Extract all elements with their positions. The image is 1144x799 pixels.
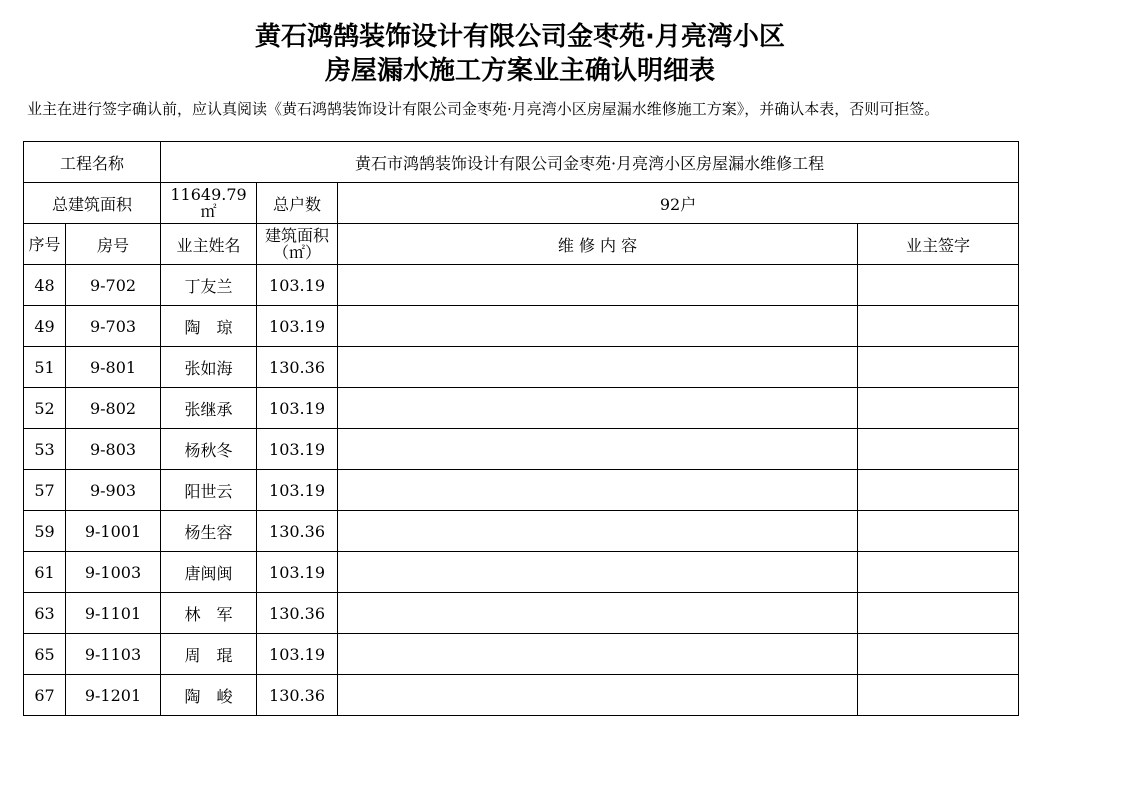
row-room: 9-903 [66,470,161,511]
table-row [24,552,1019,593]
row-seq: 51 [24,347,66,388]
column-header-row [24,224,1019,265]
col-header-signature: 业主签字 [858,224,1019,265]
table-row [24,306,1019,347]
document-title-line2: 房屋漏水施工方案业主确认明细表 [324,56,715,86]
row-repair-cell [338,306,858,347]
row-repair-cell [338,388,858,429]
table-row [24,634,1019,675]
project-summary-row [24,183,1019,224]
row-seq: 53 [24,429,66,470]
row-area: 103.19 [257,634,338,675]
row-owner: 丁友兰 [161,265,257,306]
row-signature-cell [858,675,1019,716]
row-owner: 唐闽闽 [161,552,257,593]
total-area-value: 11649.79 ㎡ [161,183,257,224]
row-room: 9-802 [66,388,161,429]
row-room: 9-803 [66,429,161,470]
row-repair-cell [338,675,858,716]
row-area: 130.36 [257,593,338,634]
row-seq: 48 [24,265,66,306]
row-area: 103.19 [257,306,338,347]
row-repair-cell [338,552,858,593]
row-seq: 65 [24,634,66,675]
row-repair-cell [338,511,858,552]
notice-text: 业主在进行签字确认前，应认真阅读《黄石鸿鹄装饰设计有限公司金枣苑·月亮湾小区房屋漏水维修施工方案》，并确认本表，否则可拒签。 [27,100,940,118]
project-name-label: 工程名称 [24,142,161,183]
table-row [24,429,1019,470]
households-value: 92户 [338,183,1019,224]
col-header-repair: 维 修 内 容 [338,224,858,265]
row-owner: 陶 峻 [161,675,257,716]
row-seq: 49 [24,306,66,347]
row-owner: 杨生容 [161,511,257,552]
row-signature-cell [858,388,1019,429]
row-room: 9-1003 [66,552,161,593]
row-owner: 张继承 [161,388,257,429]
row-signature-cell [858,552,1019,593]
row-repair-cell [338,470,858,511]
row-room: 9-801 [66,347,161,388]
table-row [24,511,1019,552]
row-room: 9-1101 [66,593,161,634]
row-signature-cell [858,306,1019,347]
row-repair-cell [338,429,858,470]
project-name-row [24,142,1019,183]
row-room: 9-1103 [66,634,161,675]
row-area: 103.19 [257,265,338,306]
row-area: 103.19 [257,470,338,511]
row-area: 103.19 [257,429,338,470]
row-owner: 张如海 [161,347,257,388]
row-repair-cell [338,265,858,306]
row-signature-cell [858,470,1019,511]
project-name-value: 黄石市鸿鹄装饰设计有限公司金枣苑·月亮湾小区房屋漏水维修工程 [161,142,1019,183]
row-area: 103.19 [257,552,338,593]
row-repair-cell [338,634,858,675]
document-title-line1: 黄石鸿鹄装饰设计有限公司金枣苑·月亮湾小区 [255,22,785,52]
table-row [24,388,1019,429]
row-seq: 59 [24,511,66,552]
table-row [24,265,1019,306]
table-row [24,347,1019,388]
row-room: 9-703 [66,306,161,347]
row-signature-cell [858,511,1019,552]
row-signature-cell [858,634,1019,675]
row-owner: 阳世云 [161,470,257,511]
row-area: 130.36 [257,511,338,552]
col-header-room: 房号 [66,224,161,265]
row-owner: 陶 琼 [161,306,257,347]
total-area-label: 总建筑面积 [24,183,161,224]
row-owner: 林 军 [161,593,257,634]
row-room: 9-1201 [66,675,161,716]
row-signature-cell [858,265,1019,306]
row-signature-cell [858,429,1019,470]
row-seq: 52 [24,388,66,429]
row-repair-cell [338,347,858,388]
table-row [24,593,1019,634]
row-seq: 57 [24,470,66,511]
row-signature-cell [858,347,1019,388]
row-owner: 周 琨 [161,634,257,675]
table-row [24,675,1019,716]
households-label: 总户数 [257,183,338,224]
row-owner: 杨秋冬 [161,429,257,470]
row-area: 130.36 [257,347,338,388]
row-room: 9-702 [66,265,161,306]
row-seq: 67 [24,675,66,716]
table-row [24,470,1019,511]
row-room: 9-1001 [66,511,161,552]
row-seq: 61 [24,552,66,593]
col-header-area: 建筑面积（㎡） [257,224,338,265]
row-area: 130.36 [257,675,338,716]
row-area: 103.19 [257,388,338,429]
row-repair-cell [338,593,858,634]
row-signature-cell [858,593,1019,634]
col-header-owner: 业主姓名 [161,224,257,265]
row-seq: 63 [24,593,66,634]
owner-confirmation-table [23,141,1019,716]
col-header-seq: 序号 [24,224,66,265]
